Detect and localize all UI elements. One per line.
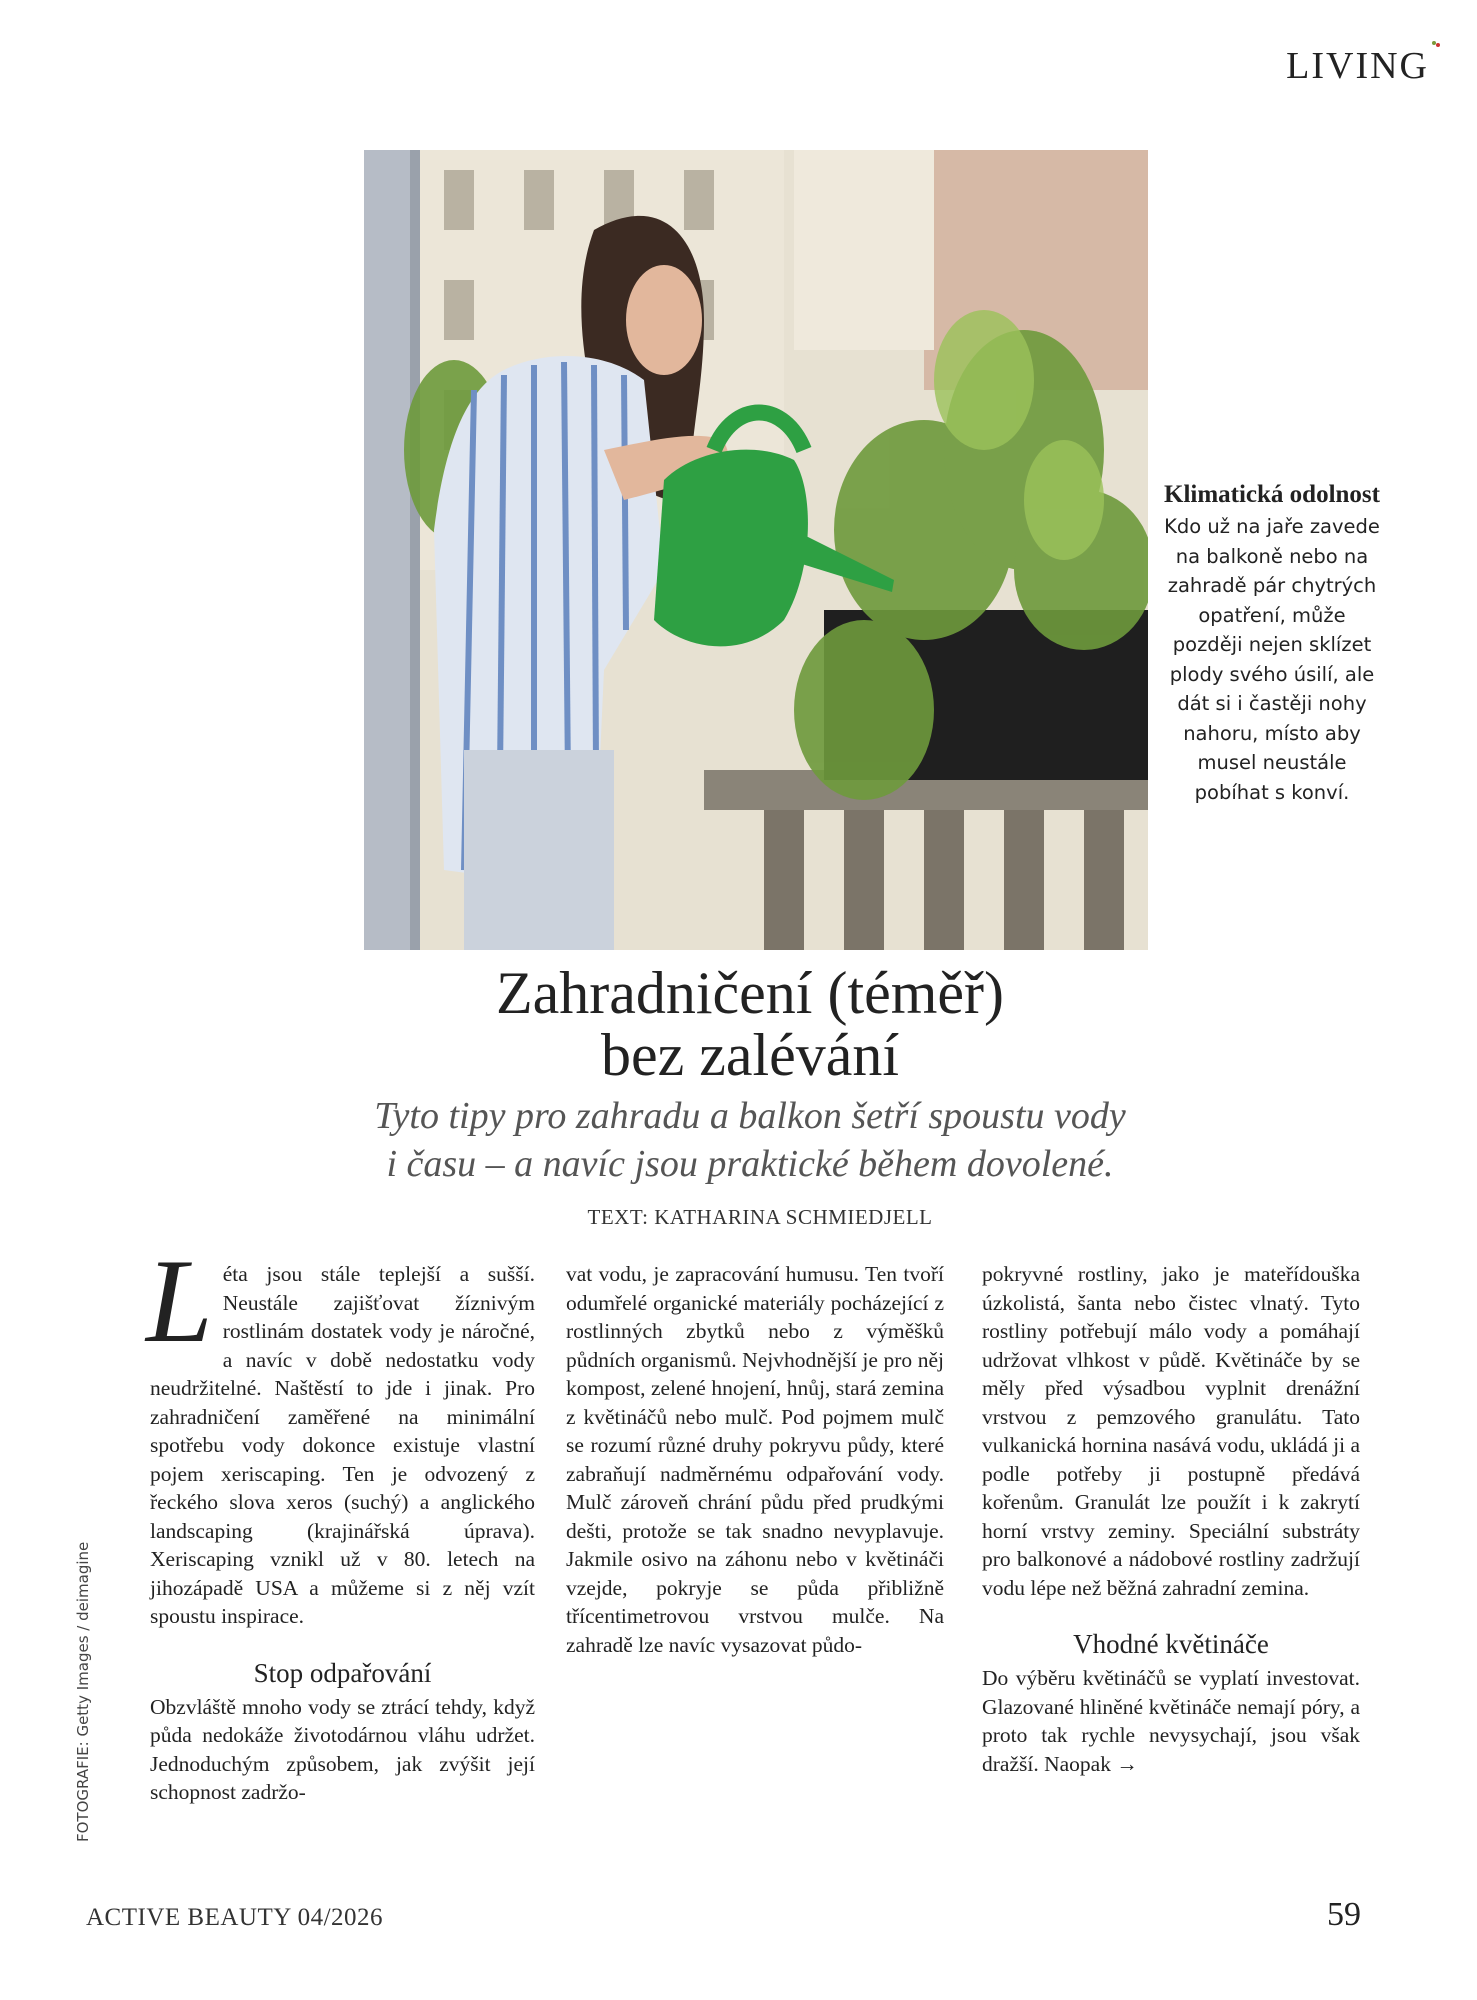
paragraph-stop-odparovani: Obzvláště mnoho vody se ztrácí tehdy, když půda nedokáže životodárnou vláhu udržet. Jednoduchým způsobem, jak zvýšit její schopnost zadržo- [150, 1694, 535, 1804]
deck-line-2: i času – a navíc jsou praktické během dovolené. [386, 1143, 1114, 1185]
headline-line-2: bez zalévání [600, 1022, 900, 1088]
body-column-1 [146, 1234, 535, 1807]
footer-magazine: ACTIVE BEAUTY 04/2026 [86, 1904, 384, 1931]
section-label: LIVING [1286, 45, 1429, 87]
headline [300, 962, 1200, 1086]
page-number: 59 [1327, 1896, 1361, 1933]
deck [280, 1092, 1220, 1188]
headline-line-1: Zahradničení (téměř) [495, 960, 1005, 1026]
sidebar-text: Kdo už na jaře zavede na balkoně nebo na zahradě pár chytrých opatření, může později nejen sklízet plody svého úsilí, ale dát si i častěji nohy nahoru, místo aby musel neustále pobíhat s konví. [1164, 515, 1380, 804]
intro-text: éta jsou stále teplejší a sušší. Neustále zajišťovat žíznivým rostlinám dostatek vody je náročné, a navíc v době nedostatku vody neudržitelné. Naštěstí to jde i jinak. Pro zahradničení zaměřené na minimální spotřebu vody dokonce existuje vlastní pojem xeriscaping. Ten je odvozený z řeckého slova xeros (suchý) a anglického landscaping (krajinářská úprava). Xeriscaping vznikl už v 80. letech na jihozápadě USA a můžeme si z něj vzít spoustu inspirace. [150, 1262, 535, 1628]
paragraph-humus: vat vodu, je zapracování humusu. Ten tvoří odumřelé organické materiály pocházející z rostlinných zbytků nebo z výměšků půdních organismů. Nejvhodnější je pro něj kompost, zelené hnojení, hnůj, stará zemina z květináčů nebo mulč. Pod pojmem mulč se rozumí různé druhy pokryvu půdy, které zabraňují nadměrnému odpařování vody. Mulč zároveň chrání půdu před prudkými dešti, protože se tak snadno nevyplavuje. Jakmile osivo na záhonu nebo v květináči vzejde, pokryje se půda přibližně třícentimetrovou vrstvou mulče. Na zahradě lze navíc vysazovat půdo- [566, 1262, 944, 1657]
paragraph-plants: pokryvné rostliny, jako je mateřídouška úzkolistá, šanta nebo čistec vlnatý. Tyto rostliny potřebují málo vody a pomáhají udržovat vlhkost v půdě. Květináče by se měly před výsadbou vyplnit drenážní vrstvou z pemzového granulátu. Tato vulkanická hornina nasává vodu, ukládá ji a podle potřeby ji postupně předává kořenům. Granulát lze použít i k zakrytí horní vrstvy zeminy. Speciální substráty pro balkonové a nádobové rostliny zadržují vodu lépe než běžná zahradní zemina. [982, 1262, 1360, 1600]
body-column-2 [566, 1260, 944, 1659]
deck-line-1: Tyto tipy pro zahradu a balkon šetří spoustu vody [374, 1095, 1126, 1137]
drop-cap: L [146, 1234, 213, 1367]
byline: TEXT: KATHARINA SCHMIEDJELL [587, 1205, 933, 1229]
corner-mark-icon [1431, 40, 1441, 50]
subhead-stop-odparovani: Stop odpařování [253, 1657, 432, 1688]
sidebar-box [1162, 480, 1382, 807]
body-column-3 [982, 1260, 1360, 1778]
sidebar-title: Klimatická odolnost [1164, 481, 1380, 508]
paragraph-intro [146, 1234, 535, 1631]
paragraph-kvetinace: Do výběru květináčů se vyplatí investovat. Glazované hliněné květináče nemají póry, a proto tak rychle nevysychají, jsou však dražší. Naopak → [982, 1666, 1360, 1776]
subhead-vhodne-kvetinace: Vhodné květináče [1073, 1629, 1269, 1659]
photo-credit: FOTOGRAFIE: Getty Images / deimagine [74, 1541, 92, 1842]
article-photo [364, 150, 1148, 950]
